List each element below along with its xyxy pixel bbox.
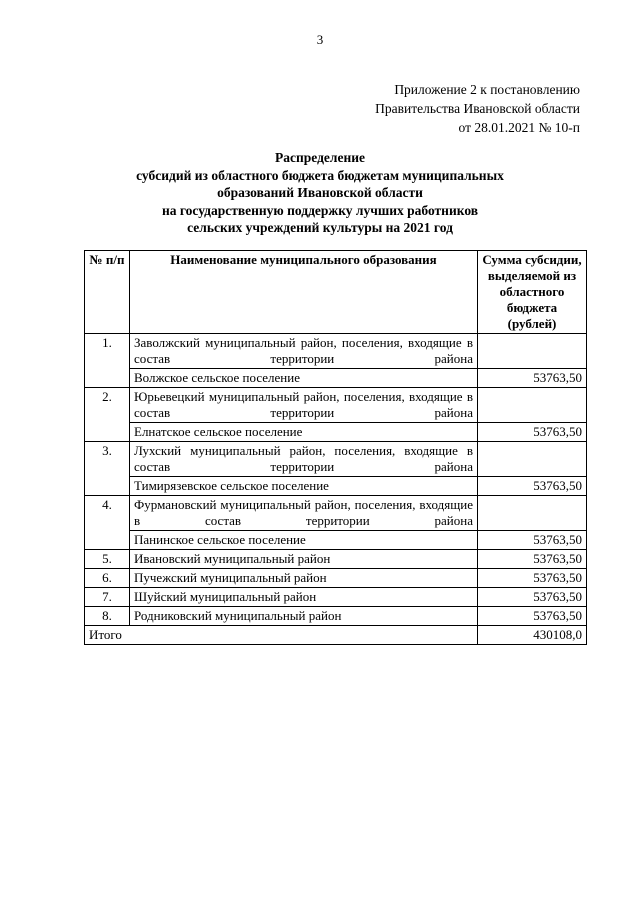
amount-cell: 53763,50 <box>478 477 587 496</box>
empty-amount-cell <box>478 442 587 477</box>
table-row <box>85 477 587 496</box>
table-row <box>85 369 587 388</box>
table-row <box>85 496 587 531</box>
row-number: 4. <box>85 496 130 550</box>
subsidy-table <box>84 250 587 645</box>
row-number: 1. <box>85 334 130 388</box>
amount-cell: 53763,50 <box>478 369 587 388</box>
table-row <box>85 569 587 588</box>
district-name: Юрьевецкий муниципальный район, поселения, входящие в состав территории района <box>130 388 478 423</box>
empty-amount-cell <box>478 496 587 531</box>
table-row <box>85 423 587 442</box>
settlement-name: Панинское сельское поселение <box>130 531 478 550</box>
table-row <box>85 334 587 369</box>
amount-cell: 53763,50 <box>478 569 587 588</box>
title-line: субсидий из областного бюджета бюджетам муниципальных <box>136 167 504 183</box>
table-row <box>85 550 587 569</box>
amount-cell: 53763,50 <box>478 423 587 442</box>
row-number: 3. <box>85 442 130 496</box>
district-name: Пучежский муниципальный район <box>130 569 478 588</box>
amount-cell: 53763,50 <box>478 550 587 569</box>
header-amount: Сумма субсидии, выделяемой из областного бюджета (рублей) <box>478 251 587 334</box>
district-name: Ивановский муниципальный район <box>130 550 478 569</box>
total-row <box>85 626 587 645</box>
total-label: Итого <box>85 626 478 645</box>
appendix-line: Приложение 2 к постановлению <box>394 82 580 97</box>
empty-amount-cell <box>478 334 587 369</box>
appendix-line: Правительства Ивановской области <box>375 101 580 116</box>
settlement-name: Елнатское сельское поселение <box>130 423 478 442</box>
title-line: образований Ивановской области <box>217 185 423 200</box>
settlement-name: Тимирязевское сельское поселение <box>130 477 478 496</box>
row-number: 8. <box>85 607 130 626</box>
settlement-name: Волжское сельское поселение <box>130 369 478 388</box>
table-row <box>85 607 587 626</box>
amount-cell: 53763,50 <box>478 531 587 550</box>
table-row <box>85 588 587 607</box>
table-header-row <box>85 251 587 334</box>
row-number: 2. <box>85 388 130 442</box>
row-number: 5. <box>85 550 130 569</box>
district-name: Родниковский муниципальный район <box>130 607 478 626</box>
page-number: 3 <box>316 32 324 47</box>
document-title <box>0 149 640 237</box>
table-row <box>85 531 587 550</box>
amount-cell: 53763,50 <box>478 588 587 607</box>
appendix-note <box>375 80 580 137</box>
district-name: Фурмановский муниципальный район, поселения, входящие в состав территории района <box>130 496 478 531</box>
amount-cell: 53763,50 <box>478 607 587 626</box>
district-name: Лухский муниципальный район, поселения, входящие в состав территории района <box>130 442 478 477</box>
table-row <box>85 388 587 423</box>
title-line: на государственную поддержку лучших работников <box>161 202 479 218</box>
empty-amount-cell <box>478 388 587 423</box>
district-name: Шуйский муниципальный район <box>130 588 478 607</box>
title-line: сельских учреждений культуры на 2021 год <box>187 220 453 235</box>
table-row <box>85 442 587 477</box>
district-name: Заволжский муниципальный район, поселения, входящие в состав территории района <box>130 334 478 369</box>
total-amount: 430108,0 <box>478 626 587 645</box>
header-num: № п/п <box>85 251 130 334</box>
row-number: 7. <box>85 588 130 607</box>
header-name: Наименование муниципального образования <box>130 251 478 334</box>
appendix-line: от 28.01.2021 № 10-п <box>458 120 580 135</box>
row-number: 6. <box>85 569 130 588</box>
title-line: Распределение <box>274 150 366 165</box>
